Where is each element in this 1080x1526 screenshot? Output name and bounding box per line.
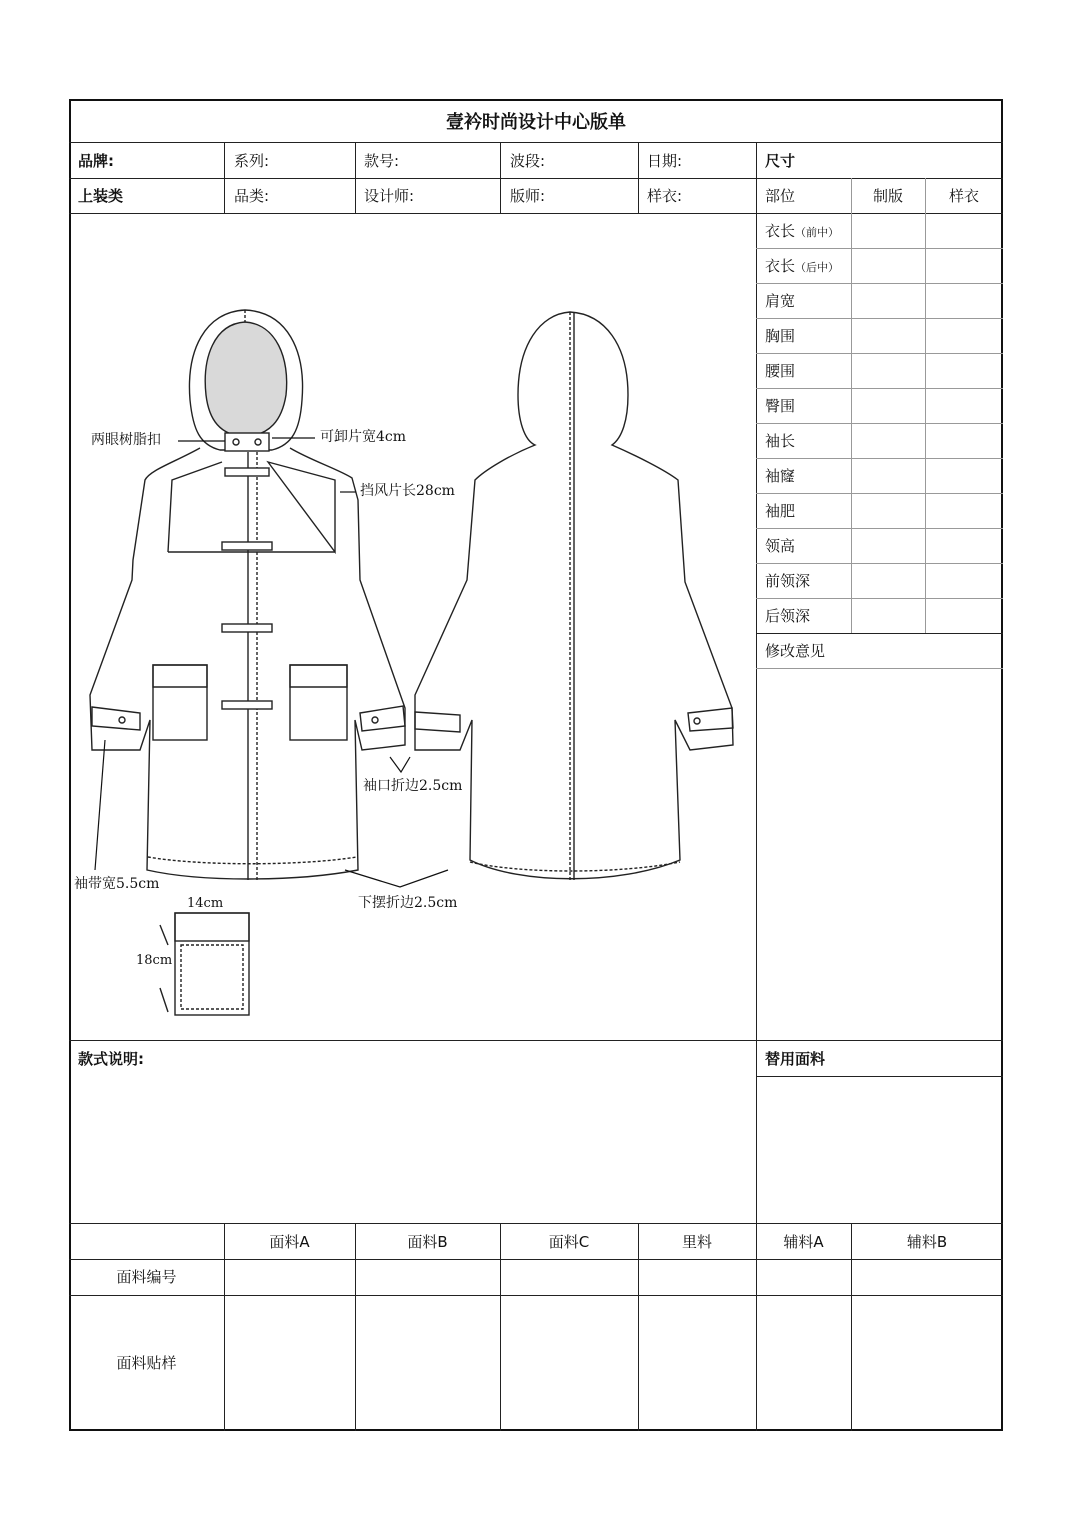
fabric-col-c: 面料C [548, 1233, 590, 1251]
pocket-height-annotation: 18cm [136, 953, 173, 968]
size-row: 腰围 [765, 362, 796, 380]
size-row: 衣长（后中） [765, 257, 840, 275]
size-row: 胸围 [765, 327, 796, 345]
windshield-annotation: 挡风片长28cm [360, 483, 455, 499]
style-description-label: 款式说明: [78, 1050, 144, 1068]
series-label: 系列: [234, 152, 270, 170]
lining-col: 里料 [681, 1233, 712, 1251]
size-col-sample: 样衣 [948, 187, 979, 205]
size-row: 袖窿 [765, 467, 796, 485]
sleeve-tab-annotation: 袖带宽5.5cm [74, 876, 160, 892]
trim-col-a: 辅料A [783, 1233, 824, 1251]
pocket-detail-drawing [160, 913, 249, 1015]
brand-label: 品牌: [78, 152, 114, 170]
size-row: 后领深 [765, 607, 811, 625]
alt-fabric-label: 替用面料 [765, 1050, 826, 1068]
size-row: 肩宽 [765, 292, 796, 310]
size-col-pattern: 制版 [872, 187, 903, 205]
sample-label: 样衣: [647, 187, 683, 205]
size-row: 前领深 [765, 572, 811, 590]
category-main-label: 上装类 [78, 187, 124, 205]
size-row: 袖肥 [765, 502, 796, 520]
pattern-maker-label: 版师: [510, 187, 546, 205]
category-label: 品类: [234, 187, 270, 205]
size-row: 领高 [765, 537, 796, 555]
trim-col-b: 辅料B [906, 1233, 948, 1251]
wave-label: 波段: [510, 152, 546, 170]
fabric-col-b: 面料B [407, 1233, 448, 1251]
size-row: 袖长 [765, 432, 796, 450]
bottom-hem-annotation: 下摆折边2.5cm [358, 895, 458, 911]
sheet-title: 壹衿时尚设计中心版单 [446, 112, 626, 133]
style-no-label: 款号: [364, 152, 400, 170]
detachable-annotation: 可卸片宽4cm [320, 429, 407, 445]
fabric-swatch-label: 面料贴样 [116, 1354, 177, 1372]
fabric-code-label: 面料编号 [116, 1268, 177, 1286]
front-coat-drawing [90, 310, 405, 880]
revision-label: 修改意见 [765, 642, 826, 660]
date-label: 日期: [647, 152, 683, 170]
size-row: 衣长（前中） [765, 222, 840, 240]
size-label: 尺寸 [765, 152, 796, 170]
size-col-part: 部位 [765, 187, 796, 205]
back-coat-drawing [415, 312, 733, 880]
pocket-width-annotation: 14cm [187, 896, 224, 911]
designer-label: 设计师: [364, 187, 415, 205]
fabric-col-a: 面料A [269, 1233, 310, 1251]
cuff-hem-annotation: 袖口折边2.5cm [363, 778, 463, 794]
size-row: 臀围 [765, 397, 796, 415]
toggle-annotation: 两眼树脂扣 [91, 432, 161, 448]
